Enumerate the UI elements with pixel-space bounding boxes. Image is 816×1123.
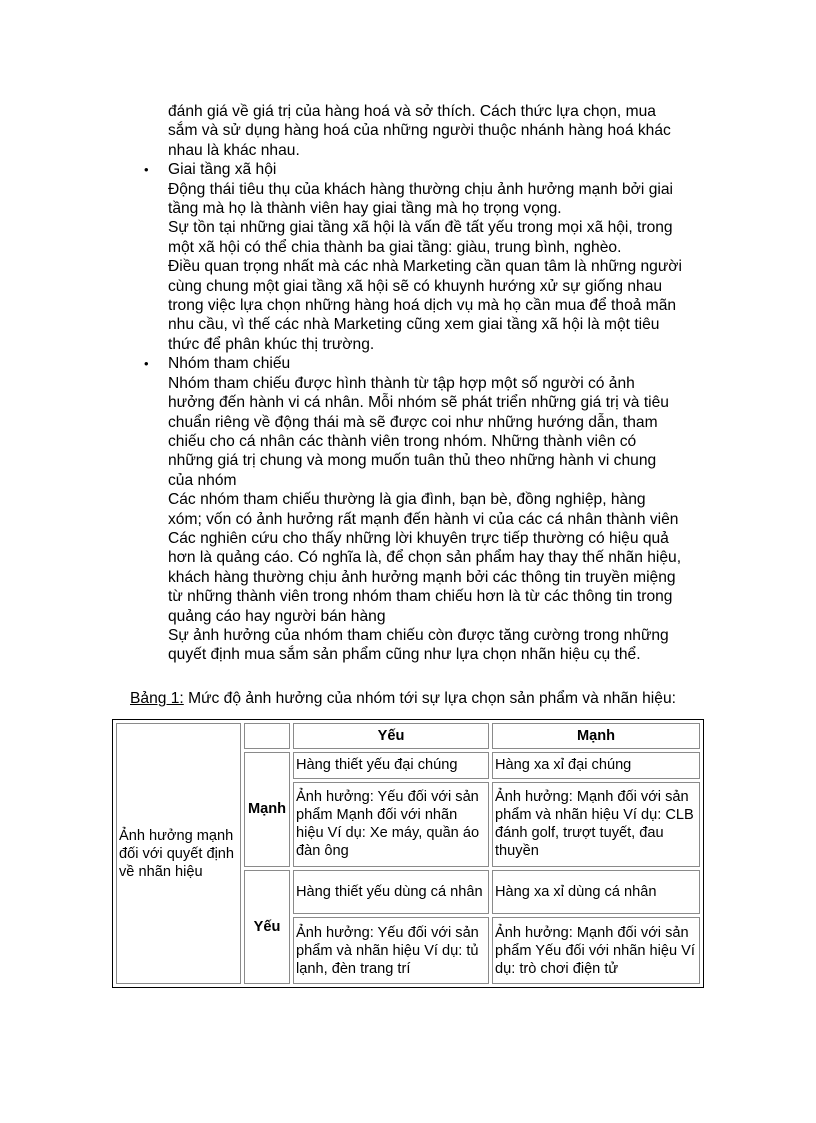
table-cell: Ảnh hưởng: Yếu đối với sản phẩm và nhãn hiệu Ví dụ: tủ lạnh, đèn trang trí xyxy=(293,917,489,984)
text-line: những giá trị chung và mong muốn tuân thủ theo những hành vi chung xyxy=(168,452,657,470)
influence-table-grid xyxy=(113,720,703,987)
text-line: thức để phân khúc thị trường. xyxy=(168,335,375,353)
column-header-weak: Yếu xyxy=(293,723,489,749)
text-line: Động thái tiêu thụ của khách hàng thường chịu ảnh hưởng mạnh bởi giai xyxy=(168,180,673,198)
section-social-class xyxy=(144,160,728,179)
column-header-strong: Mạnh xyxy=(492,723,700,749)
text-line: nhu cầu, vì thế các nhà Marketing cũng xem giai tầng xã hội là một tiêu xyxy=(168,316,660,334)
text-line: quảng cáo hay người bán hàng xyxy=(168,607,386,625)
table-cell: Ảnh hưởng: Yếu đối với sản phẩm Mạnh đối với nhãn hiệu Ví dụ: Xe máy, quần áo đàn ông xyxy=(293,782,489,867)
table-cell: Hàng thiết yếu dùng cá nhân xyxy=(293,870,489,915)
influence-table xyxy=(112,719,704,988)
row-label-strong: Mạnh xyxy=(244,752,290,866)
table-cell: Hàng xa xỉ dùng cá nhân xyxy=(492,870,700,915)
empty-header-cell xyxy=(244,723,290,749)
text-line: trong việc lựa chọn những hàng hoá dịch vụ mà họ cần mua để thoả mãn xyxy=(168,297,677,315)
text-line: Sự tồn tại những giai tầng xã hội là vấn đề tất yếu trong mọi xã hội, trong xyxy=(168,219,673,237)
text-line: chiếu cho cá nhân các thành viên trong nhóm. Những thành viên có xyxy=(168,432,637,450)
text-line: Các nghiên cứu cho thấy những lời khuyên trực tiếp thường có hiệu quả xyxy=(168,529,669,547)
text-line: từ những thành viên trong nhóm tham chiếu hơn là từ các thông tin trong xyxy=(168,588,673,606)
text-line: tầng mà họ là thành viên hay giai tầng mà họ trọng vọng. xyxy=(168,200,562,218)
table-cell: Ảnh hưởng: Mạnh đối với sản phẩm Yếu đối với nhãn hiệu Ví dụ: trò chơi điện tử xyxy=(492,917,700,984)
text-line: một xã hội có thể chia thành ba giai tầng: giàu, trung bình, nghèo. xyxy=(168,238,622,256)
text-line: cùng chung một giai tầng xã hội sẽ có khuynh hướng xử sự giống nhau xyxy=(168,277,663,295)
bullet-icon: • xyxy=(144,356,149,372)
left-row-label: Ảnh hưởng mạnh đối với quyết định về nhãn hiệu xyxy=(116,723,241,984)
text-line: xóm; vốn có ảnh hưởng rất mạnh đến hành vi của các cá nhân thành viên xyxy=(168,510,679,528)
text-line: chuẩn riêng về động thái mà sẽ được coi như những hướng dẫn, tham xyxy=(168,413,658,431)
table-cell: Hàng xa xỉ đại chúng xyxy=(492,752,700,778)
text-line: hưởng đến hành vi cá nhân. Mỗi nhóm sẽ phát triển những giá trị và tiêu xyxy=(168,394,669,412)
body-text xyxy=(144,102,728,665)
bullet-icon: • xyxy=(144,162,149,178)
text-line: Điều quan trọng nhất mà các nhà Marketing cần quan tâm là những người xyxy=(168,258,682,276)
table-caption-label: Bảng 1: xyxy=(130,690,184,707)
text-line: Nhóm tham chiếu được hình thành từ tập hợp một số người có ảnh xyxy=(168,374,635,392)
table-cell: Hàng thiết yếu đại chúng xyxy=(293,752,489,778)
table-caption xyxy=(130,690,676,708)
table-cell: Ảnh hưởng: Mạnh đối với sản phẩm và nhãn hiệu Ví dụ: CLB đánh golf, trượt tuyết, đau thuyền xyxy=(492,782,700,867)
section-heading: Giai tầng xã hội xyxy=(168,161,277,179)
row-label-weak: Yếu xyxy=(244,870,290,984)
text-line: quyết định mua sắm sản phẩm cũng như lựa chọn nhãn hiệu cụ thể. xyxy=(168,646,641,664)
text-line: Các nhóm tham chiếu thường là gia đình, bạn bè, đồng nghiệp, hàng xyxy=(168,491,646,509)
text-line: hơn là quảng cáo. Có nghĩa là, để chọn sản phẩm hay thay thế nhãn hiệu, xyxy=(168,549,682,567)
section-heading: Nhóm tham chiếu xyxy=(168,355,291,373)
section-reference-group xyxy=(144,354,728,373)
text-line: nhau là khác nhau. xyxy=(168,141,300,159)
text-line: đánh giá về giá trị của hàng hoá và sở thích. Cách thức lựa chọn, mua xyxy=(168,103,656,120)
table-caption-text: Mức độ ảnh hưởng của nhóm tới sự lựa chọn sản phẩm và nhãn hiệu: xyxy=(183,690,676,707)
text-line: khách hàng thường chịu ảnh hưởng mạnh bởi các thông tin truyền miệng xyxy=(168,568,676,586)
text-line: Sự ảnh hưởng của nhóm tham chiếu còn được tăng cường trong những xyxy=(168,626,669,644)
text-line: của nhóm xyxy=(168,471,237,489)
text-line: sắm và sử dụng hàng hoá của những người thuộc nhánh hàng hoá khác xyxy=(168,122,671,140)
